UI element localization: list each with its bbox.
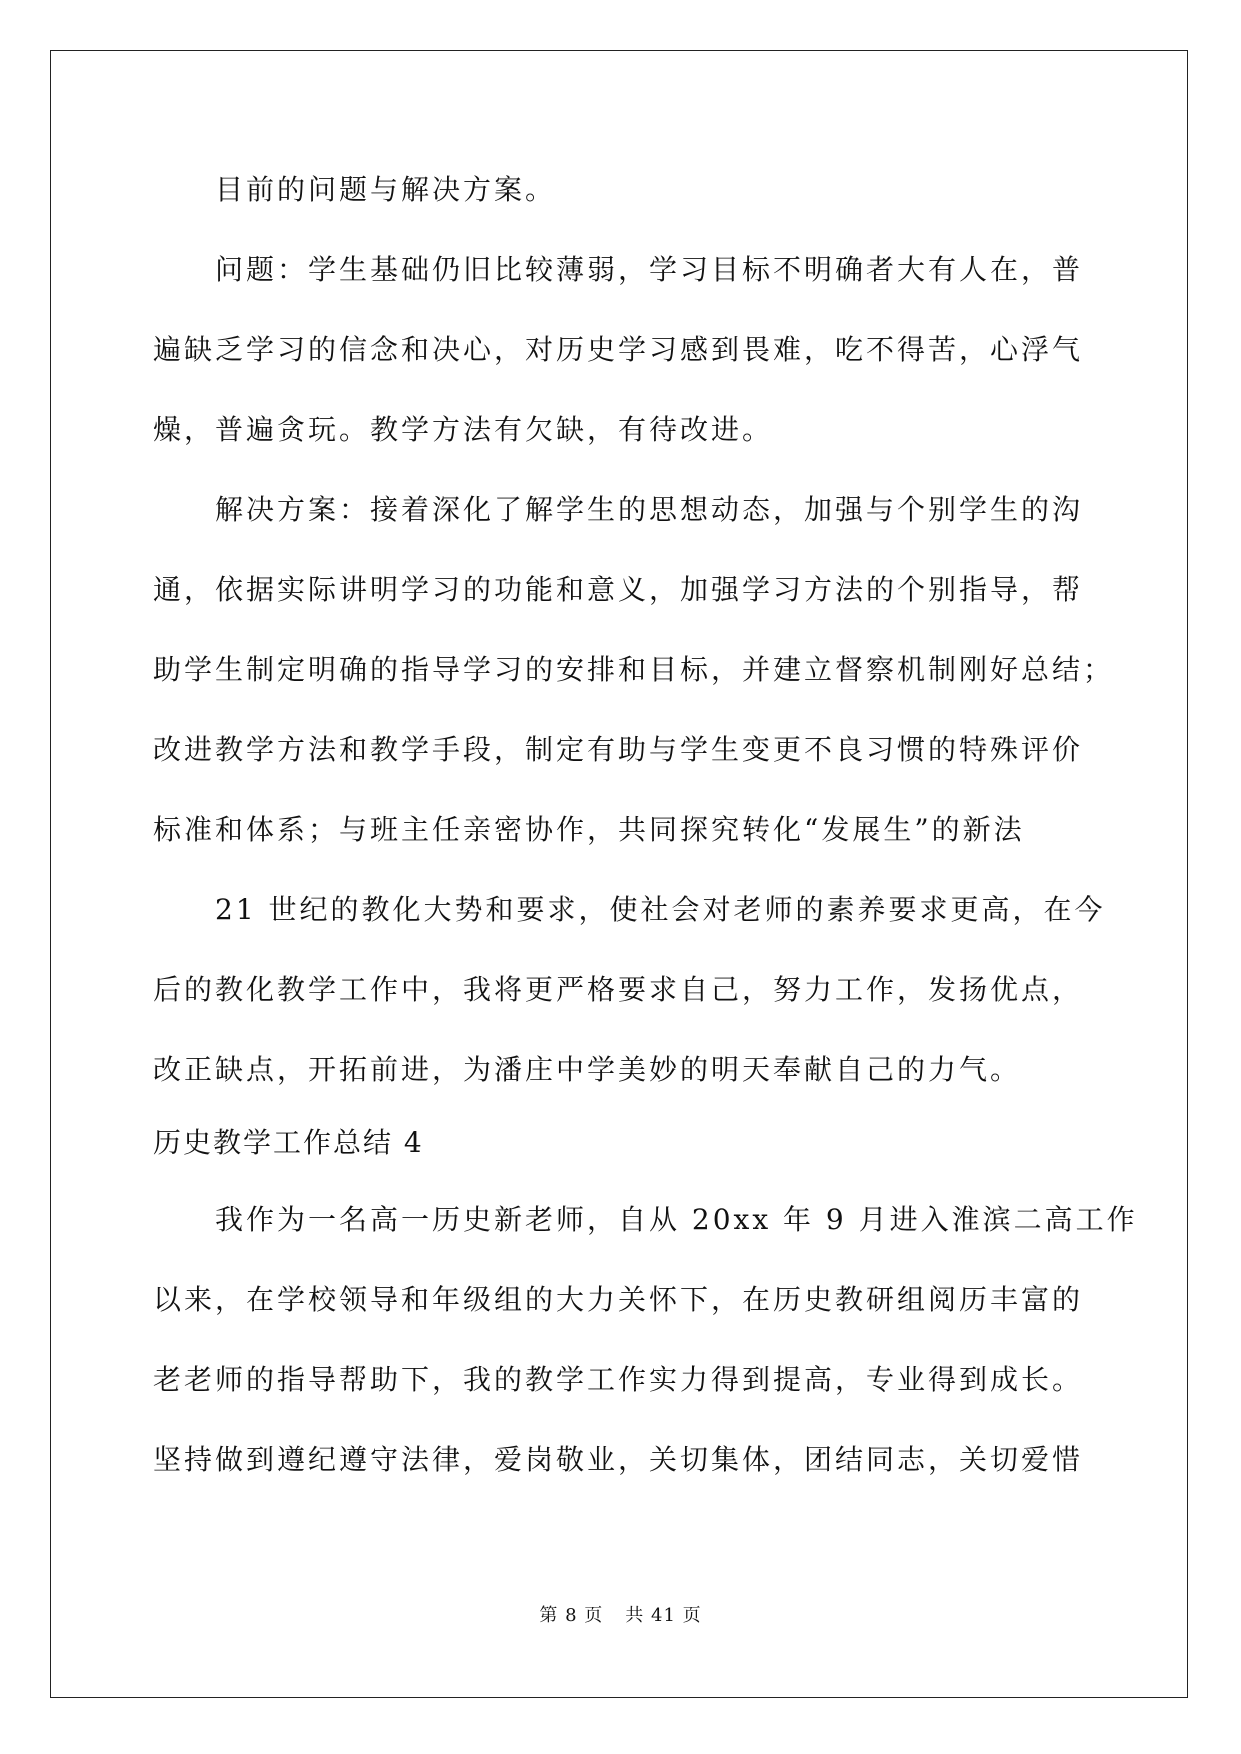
page-total: 共 41 页 [625,1605,702,1626]
body-line: 我作为一名高一历史新老师，自从 20xx 年 9 月进入淮滨二高工作 [215,1203,1138,1236]
body-line: 解决方案：接着深化了解学生的思想动态，加强与个别学生的沟 [215,493,1084,526]
body-line: 以来，在学校领导和年级组的大力关怀下，在历史教研组阅历丰富的 [153,1283,1084,1316]
body-line: 目前的问题与解决方案。 [215,173,557,206]
page-number: 第 8 页 [539,1605,604,1626]
body-line: 老老师的指导帮助下，我的教学工作实力得到提高，专业得到成长。 [153,1363,1084,1396]
body-line: 21 世纪的教化大势和要求，使社会对老师的素养要求更高，在今 [215,893,1106,926]
section-heading: 历史教学工作总结 4 [153,1126,424,1159]
body-line: 通，依据实际讲明学习的功能和意义，加强学习方法的个别指导，帮 [153,573,1084,606]
body-line: 助学生制定明确的指导学习的安排和目标，并建立督察机制刚好总结； [153,653,1115,686]
body-line: 坚持做到遵纪遵守法律，爱岗敬业，关切集体，团结同志，关切爱惜 [153,1443,1084,1476]
body-line: 标准和体系；与班主任亲密协作，共同探究转化“发展生”的新法 [153,813,1025,846]
body-line: 后的教化教学工作中，我将更严格要求自己，努力工作，发扬优点， [153,973,1084,1006]
body-line: 改进教学方法和教学手段，制定有助与学生变更不良习惯的特殊评价 [153,733,1084,766]
page-footer [0,1604,1241,1628]
body-line: 遍缺乏学习的信念和决心，对历史学习感到畏难，吃不得苦，心浮气 [153,333,1084,366]
body-line: 燥，普遍贪玩。教学方法有欠缺，有待改进。 [153,413,774,446]
body-line: 改正缺点，开拓前进，为潘庄中学美妙的明天奉献自己的力气。 [153,1053,1022,1086]
body-line: 问题：学生基础仍旧比较薄弱，学习目标不明确者大有人在，普 [215,253,1084,286]
